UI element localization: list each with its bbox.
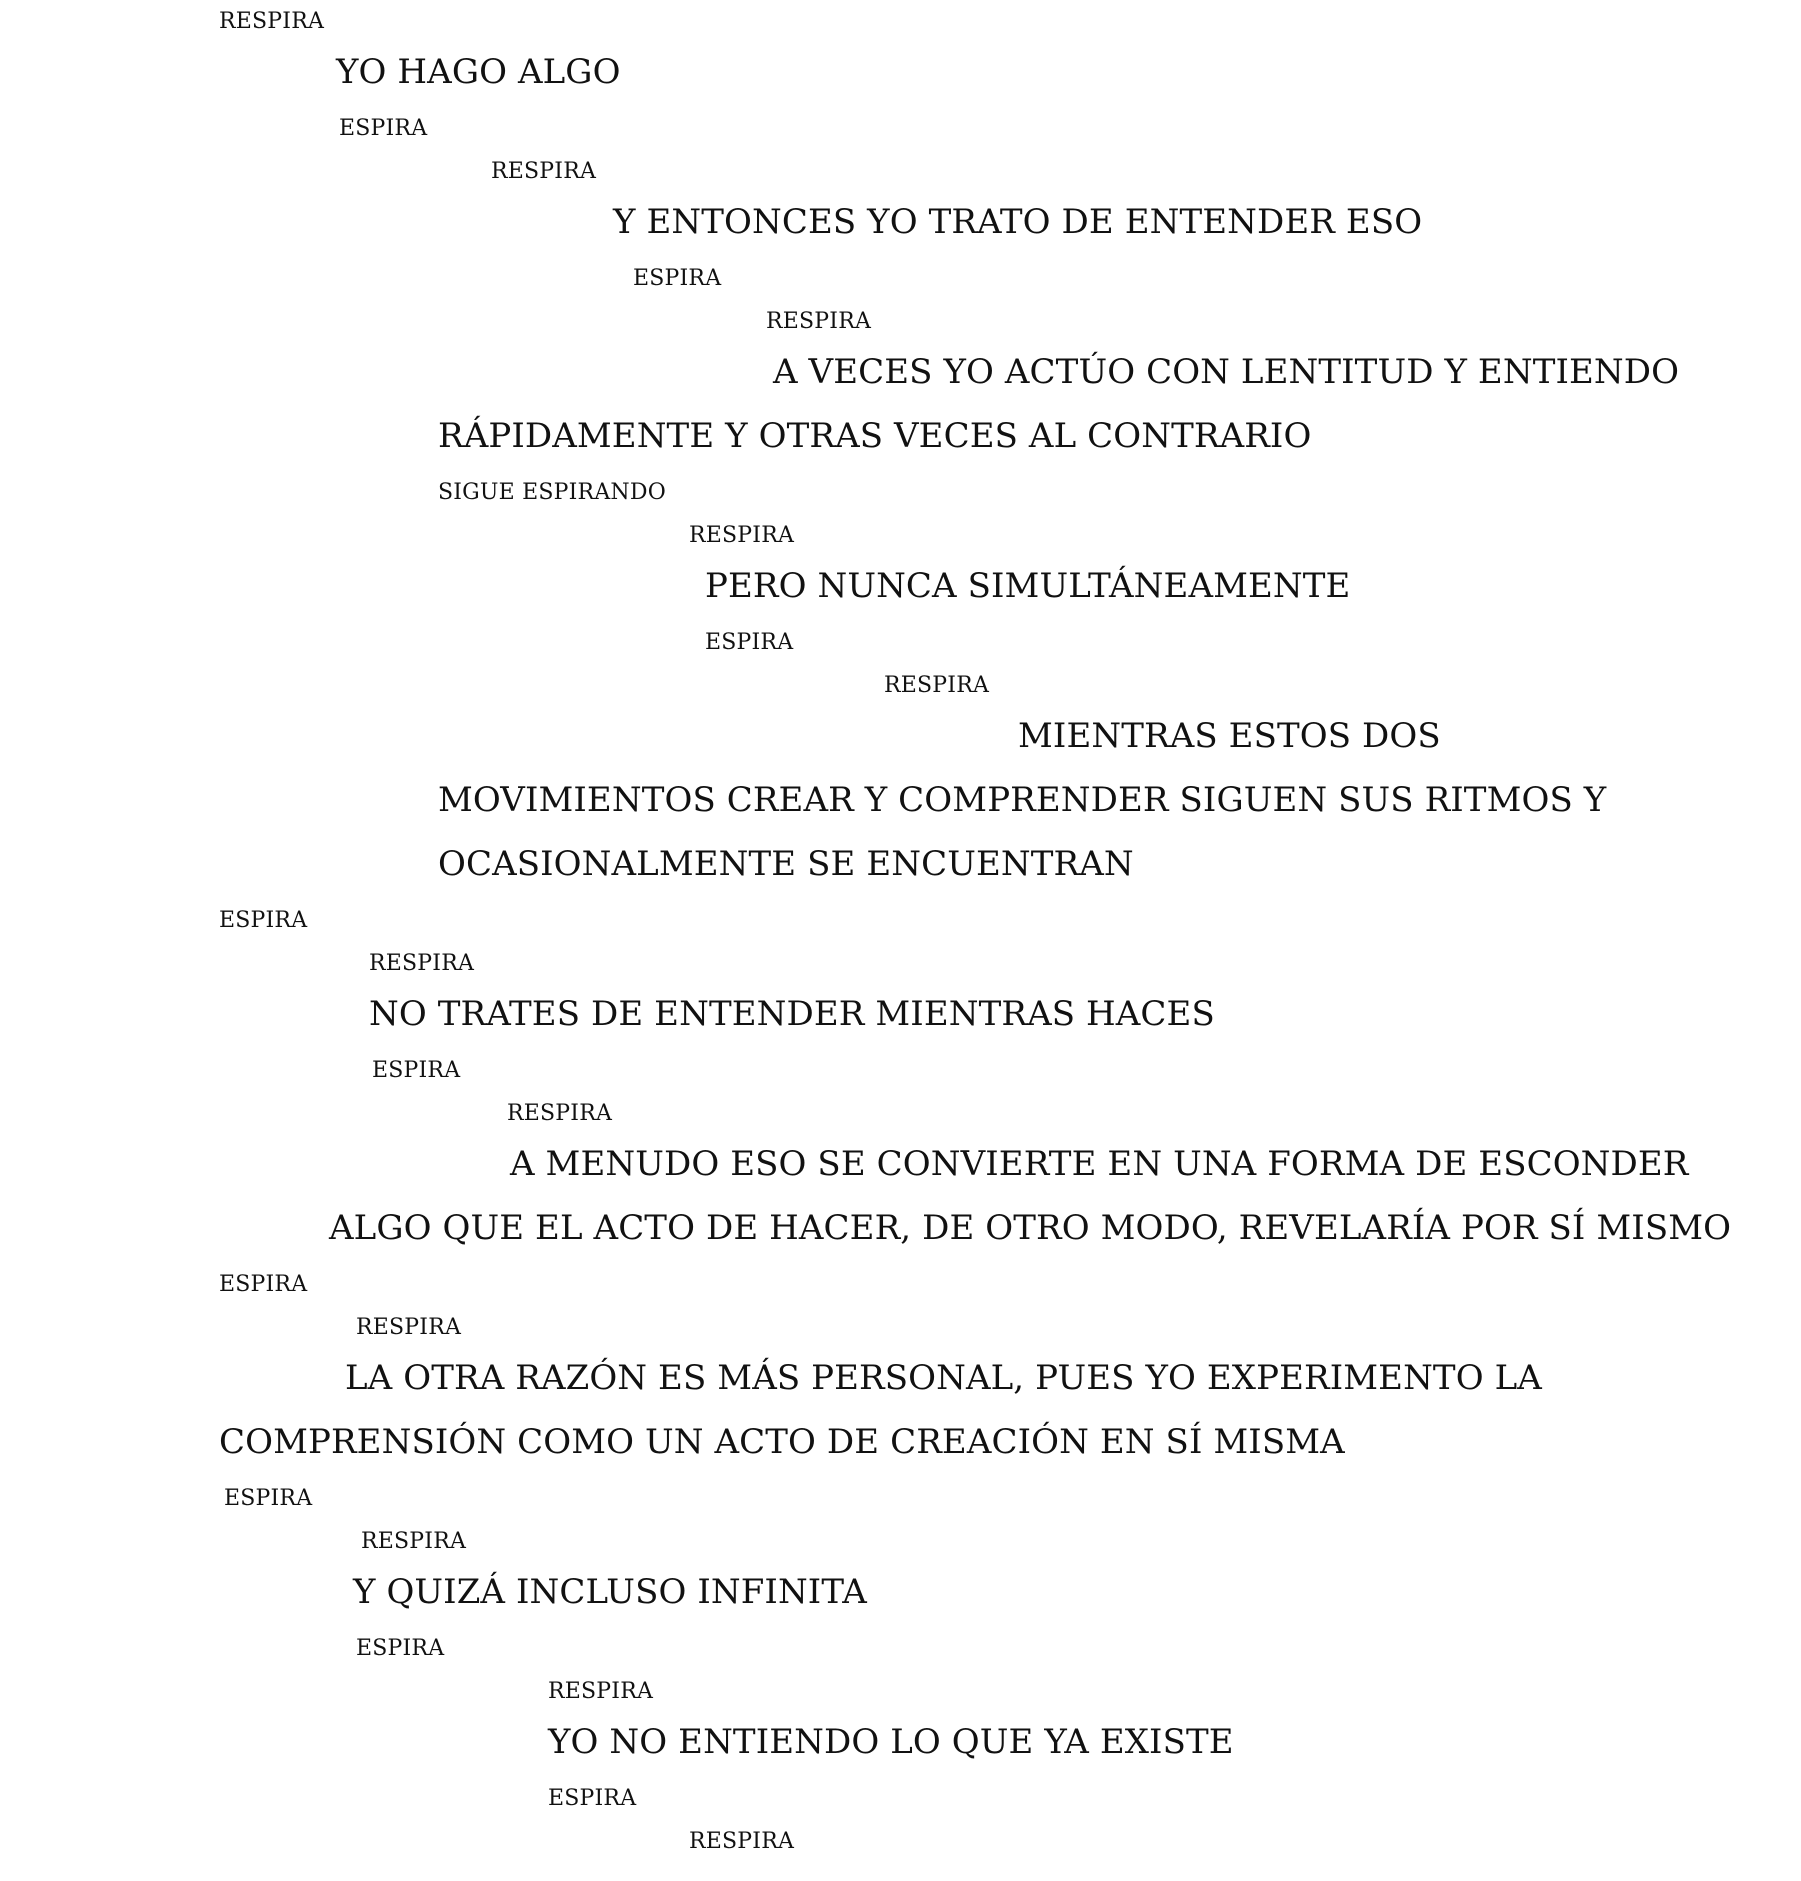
breath-cue: RESPIRA bbox=[369, 951, 475, 976]
breath-cue: ESPIRA bbox=[339, 116, 428, 141]
breath-cue: ESPIRA bbox=[705, 630, 794, 655]
poem-line: LA OTRA RAZÓN ES MÁS PERSONAL, PUES YO EXPERIMENTO LA bbox=[345, 1358, 1542, 1398]
poem-line: PERO NUNCA SIMULTÁNEAMENTE bbox=[705, 566, 1351, 606]
poem-line: YO HAGO ALGO bbox=[336, 52, 621, 92]
breath-cue: RESPIRA bbox=[689, 523, 795, 548]
breath-cue: ESPIRA bbox=[219, 908, 308, 933]
breath-cue: ESPIRA bbox=[548, 1786, 637, 1811]
breath-cue: ESPIRA bbox=[219, 1272, 308, 1297]
poem-line: A VECES YO ACTÚO CON LENTITUD Y ENTIENDO bbox=[773, 352, 1680, 392]
breath-cue: ESPIRA bbox=[633, 266, 722, 291]
breath-cue: RESPIRA bbox=[219, 9, 325, 34]
poem-line: NO TRATES DE ENTENDER MIENTRAS HACES bbox=[369, 994, 1215, 1034]
breath-cue: RESPIRA bbox=[884, 673, 990, 698]
poem-line: MIENTRAS ESTOS DOS bbox=[1018, 716, 1441, 756]
breath-cue: ESPIRA bbox=[356, 1636, 445, 1661]
poem-line: MOVIMIENTOS CREAR Y COMPRENDER SIGUEN SUS RITMOS Y bbox=[438, 780, 1607, 820]
breath-cue: RESPIRA bbox=[766, 309, 872, 334]
poem-line: COMPRENSIÓN COMO UN ACTO DE CREACIÓN EN SÍ MISMA bbox=[219, 1422, 1345, 1462]
poem-line: YO NO ENTIENDO LO QUE YA EXISTE bbox=[548, 1722, 1234, 1762]
breath-cue: RESPIRA bbox=[361, 1529, 467, 1554]
breath-cue: ESPIRA bbox=[372, 1058, 461, 1083]
poem-line: Y QUIZÁ INCLUSO INFINITA bbox=[353, 1572, 867, 1612]
poem-line: Y ENTONCES YO TRATO DE ENTENDER ESO bbox=[613, 202, 1423, 242]
breath-cue: RESPIRA bbox=[507, 1101, 613, 1126]
poem-line: OCASIONALMENTE SE ENCUENTRAN bbox=[438, 844, 1134, 884]
breath-cue: ESPIRA bbox=[224, 1486, 313, 1511]
breath-cue: RESPIRA bbox=[689, 1829, 795, 1854]
breath-cue: SIGUE ESPIRANDO bbox=[438, 480, 666, 505]
breath-cue: RESPIRA bbox=[491, 159, 597, 184]
poem-line: RÁPIDAMENTE Y OTRAS VECES AL CONTRARIO bbox=[438, 416, 1312, 456]
breath-cue: RESPIRA bbox=[356, 1315, 462, 1340]
poem-line: ALGO QUE EL ACTO DE HACER, DE OTRO MODO, REVELARÍA POR SÍ MISMO bbox=[329, 1208, 1732, 1248]
breath-cue: RESPIRA bbox=[548, 1679, 654, 1704]
poem-line: A MENUDO ESO SE CONVIERTE EN UNA FORMA DE ESCONDER bbox=[510, 1144, 1689, 1184]
